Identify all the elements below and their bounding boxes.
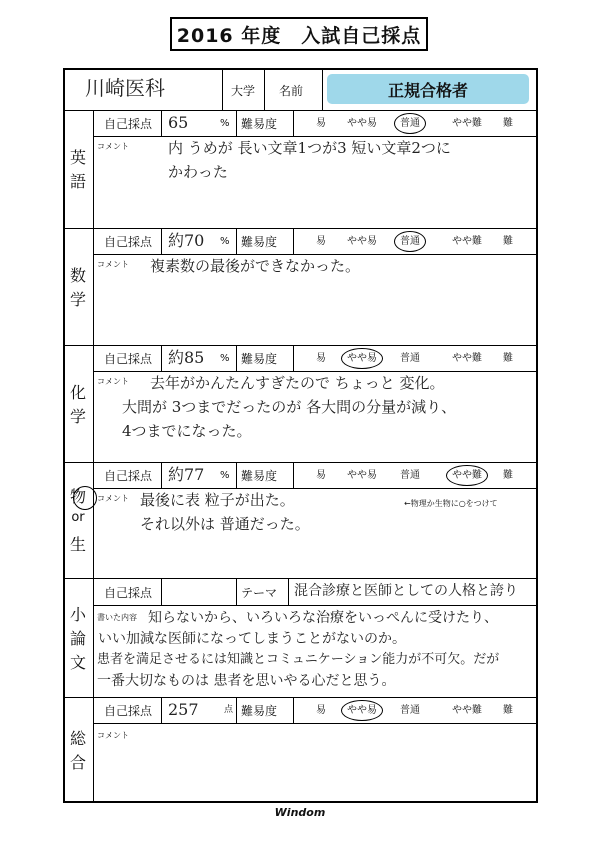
difficulty-option: やや易 [347,470,377,481]
difficulty-option: やや易 [347,353,377,364]
difficulty-option: 難 [503,118,513,129]
difficulty-option: やや難 [452,118,482,129]
subject-char: 物 [69,487,86,506]
comment-line: 複素数の最後ができなかった。 [150,257,361,275]
difficulty-option: やや難 [452,705,482,716]
difficulty-label: 難易度 [241,117,278,131]
name-value: 正規合格者 [327,74,529,104]
difficulty-option: 難 [503,236,513,247]
comment-line: 4つまでになった。 [122,422,252,440]
difficulty-option: 易 [316,353,326,364]
selected-difficulty-circle [394,231,426,252]
difficulty-option: やや易 [347,118,377,129]
footer-brand: Windom [274,806,326,819]
comment-label: コメント [97,260,129,269]
score-value: 約85 [168,348,205,367]
difficulty-option: やや難 [452,470,482,481]
selected-difficulty-circle [341,348,383,369]
difficulty-option: 難 [503,353,513,364]
theme-label: テーマ [241,586,278,600]
difficulty-option: やや易 [347,705,377,716]
essay-content-line: いい加減な医師になってしまうことがないのか。 [98,631,406,647]
self-score-label: 自己採点 [104,235,153,249]
physics-circle [73,486,97,510]
self-score-label: 自己採点 [104,704,153,718]
difficulty-label: 難易度 [241,704,278,718]
name-label: 名前 [279,84,304,98]
subject-char: 学 [69,406,86,426]
difficulty-option: 易 [316,118,326,129]
selected-difficulty-circle [341,700,383,721]
comment-line: 去年がかんたんすぎたので ちょっと 変化。 [150,374,445,392]
comment-line: 内 うめが 長い文章1つが3 短い文章2つに [168,139,451,157]
essay-content-line: 知らないから、いろいろな治療をいっぺんに受けたり、 [148,610,498,626]
difficulty-option: 普通 [400,705,420,716]
comment-label: コメント [97,142,129,151]
self-score-label: 自己採点 [104,352,153,366]
selected-difficulty-circle [394,113,426,134]
written-content-label: 書いた内容 [97,613,137,622]
difficulty-option: 普通 [400,236,420,247]
comment-line: 最後に表 粒子が出た。 [140,491,295,509]
difficulty-option: 普通 [400,118,420,129]
subject-char: or [71,510,85,525]
comment-line: 大問が 3つまでだったのが 各大問の分量が減り、 [122,398,457,416]
score-unit: % [220,236,230,247]
self-score-label: 自己採点 [104,586,153,600]
selected-difficulty-circle [446,465,488,486]
score-value: 257 [168,700,199,719]
difficulty-option: 易 [316,236,326,247]
difficulty-option: 難 [503,705,513,716]
self-score-label: 自己採点 [104,117,153,131]
score-unit: % [220,118,230,129]
comment-label: コメント [97,494,129,503]
subject-char: 数 [69,265,86,285]
essay-content-line: 一番大切なものは 患者を思いやる心だと思う。 [97,673,396,689]
difficulty-option: やや易 [347,236,377,247]
essay-content-line: 患者を満足させるには知識とコミュニケーション能力が不可欠。だが [97,652,500,667]
subject-char: 総 [69,729,86,748]
score-unit: % [220,353,230,364]
difficulty-option: 易 [316,705,326,716]
subject-char: 英 [69,148,86,167]
comment-label: コメント [97,377,129,386]
score-value: 約70 [168,231,205,250]
subject-char: 文 [69,652,86,672]
difficulty-option: 易 [316,470,326,481]
score-unit: % [220,470,230,481]
page-title: 2016 年度 入試自己採点 [170,17,428,51]
difficulty-option: やや難 [452,353,482,364]
difficulty-label: 難易度 [241,235,278,249]
essay-theme: 混合診療と医師としての人格と誇り [294,583,518,599]
university-handwritten: 川崎医科 [85,76,165,100]
score-value: 約77 [168,465,205,484]
subject-char: 生 [69,535,86,554]
self-score-label: 自己採点 [104,469,153,483]
difficulty-label: 難易度 [241,352,278,366]
subject-char: 小 [69,604,86,624]
score-value: 65 [168,113,189,132]
difficulty-option: 難 [503,470,513,481]
difficulty-option: 普通 [400,353,420,364]
difficulty-option: 普通 [400,470,420,481]
comment-line: かわった [168,163,228,181]
comment-line: それ以外は 普通だった。 [140,515,310,533]
university-label: 大学 [231,84,256,98]
difficulty-label: 難易度 [241,469,278,483]
comment-label: コメント [97,731,129,740]
bio-note: ←物理か生物に○をつけて [404,499,498,508]
subject-char: 化 [69,382,86,402]
subject-char: 論 [69,628,86,648]
difficulty-option: やや難 [452,236,482,247]
score-unit: 点 [224,705,234,715]
subject-char: 語 [69,172,86,191]
subject-char: 学 [69,289,86,309]
subject-char: 合 [69,753,86,772]
